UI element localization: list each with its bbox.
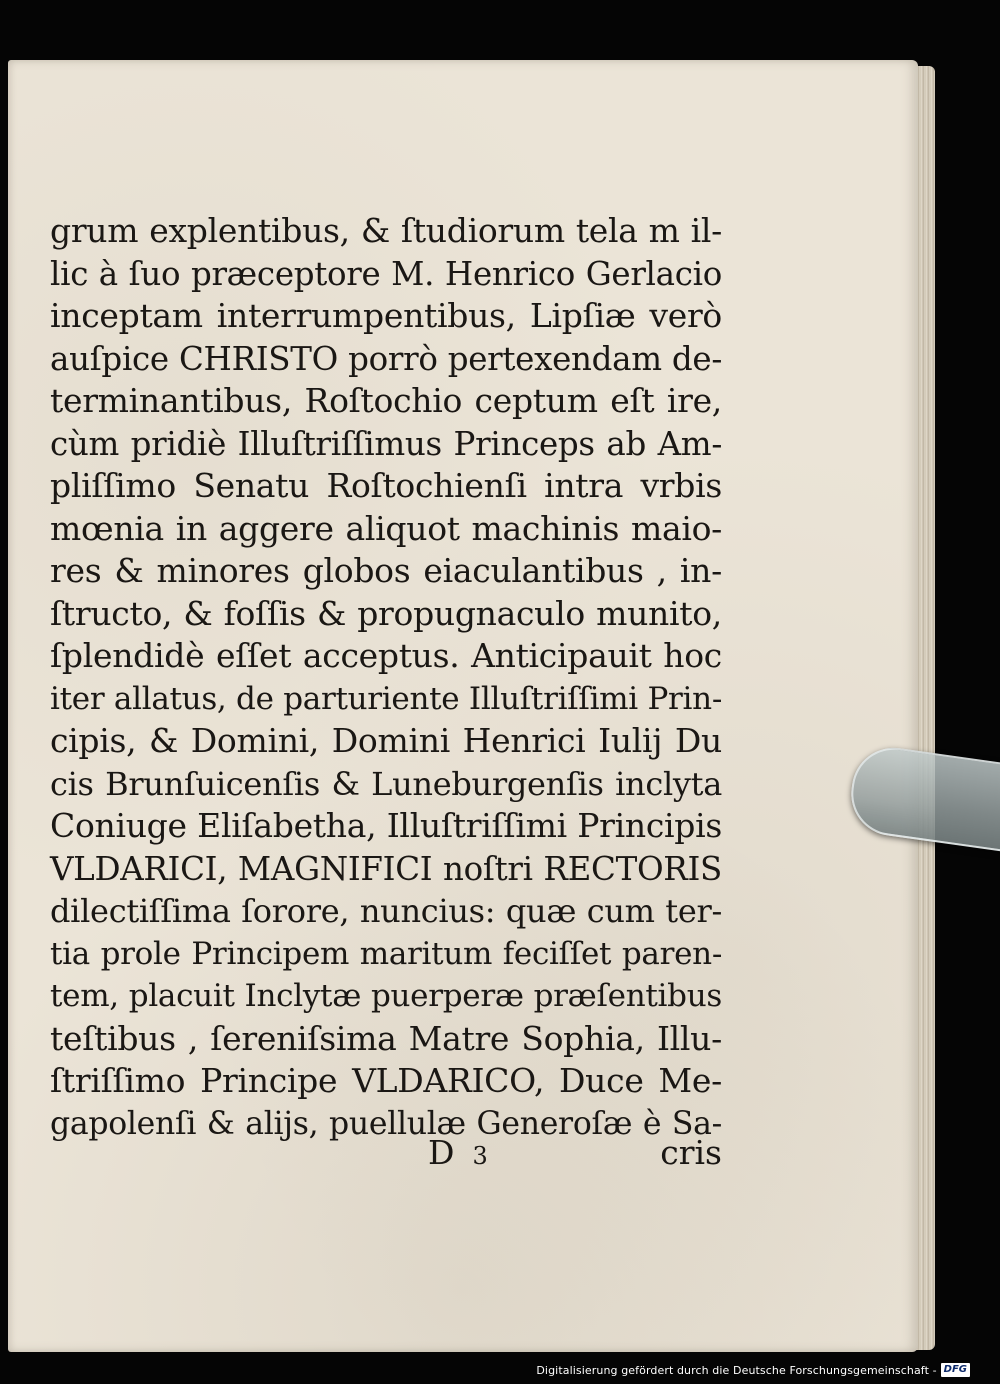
text-line: res & minores globos eiaculantibus , in- xyxy=(50,551,722,590)
text-line: grum explentibus, & ſtudiorum tela m il- xyxy=(50,211,722,250)
text-line: gapolenſi & alijs, puellulæ Generoſæ è Sa- xyxy=(50,1105,722,1142)
text-line: mœnia in aggere aliquot machinis maio- xyxy=(50,508,722,548)
text-line: Coniuge Eliſabetha, Illuſtriſſimi Principis xyxy=(50,806,722,845)
text-line: lic à ſuo præceptore M. Henrico Gerlacio xyxy=(50,254,722,293)
text-line: cùm pridiè Illuſtriſſimus Princeps ab Am- xyxy=(50,424,722,463)
dfg-logo-icon: DFG xyxy=(941,1363,970,1377)
body-text xyxy=(50,210,722,1145)
catchword: cris xyxy=(660,1133,722,1172)
signature-letter: D xyxy=(428,1133,455,1172)
signature-number: 3 xyxy=(472,1142,488,1170)
digitization-credit xyxy=(536,1360,970,1380)
text-line: dilectiſſima ſorore, nuncius: quæ cum ter- xyxy=(50,892,722,930)
text-line: ſtructo, & foſſis & propugnaculo munito, xyxy=(50,593,722,633)
text-line: auſpice CHRISTO porrò pertexendam de- xyxy=(50,339,722,378)
text-line: tem, placuit Inclytæ puerperæ præſentibus xyxy=(50,978,722,1014)
text-line: VLDARICI, MAGNIFICI noſtri RECTORIS xyxy=(50,849,722,888)
signature-mark xyxy=(428,1131,488,1178)
book-page xyxy=(8,60,918,1352)
text-line: inceptam interrumpentibus, Lipſiæ verò xyxy=(50,296,722,335)
text-line: cis Brunſuicenſis & Luneburgenſis inclyta xyxy=(50,764,722,803)
text-line: iter allatus, de parturiente Illuſtriſſimi Prin- xyxy=(50,680,722,717)
text-line: cipis, & Domini, Domini Henrici Iulij Du xyxy=(50,721,722,760)
text-line: ſtriſſimo Principe VLDARICO, Duce Me- xyxy=(50,1061,722,1100)
page-footer xyxy=(50,1131,722,1175)
text-line: teſtibus , ſereniſsima Matre Sophia, Illu- xyxy=(50,1018,722,1058)
text-line: pliſſimo Senatu Roſtochienſi intra vrbis xyxy=(50,466,722,505)
text-line: tia prole Principem maritum feciſſet paren- xyxy=(50,935,722,972)
text-line: terminantibus, Roſtochio ceptum eſt ire, xyxy=(50,381,722,420)
text-line: ſplendidè eſſet acceptus. Anticipauit hoc xyxy=(50,636,722,675)
credit-text: Digitalisierung gefördert durch die Deutsche Forschungsgemeinschaft - xyxy=(536,1363,937,1377)
